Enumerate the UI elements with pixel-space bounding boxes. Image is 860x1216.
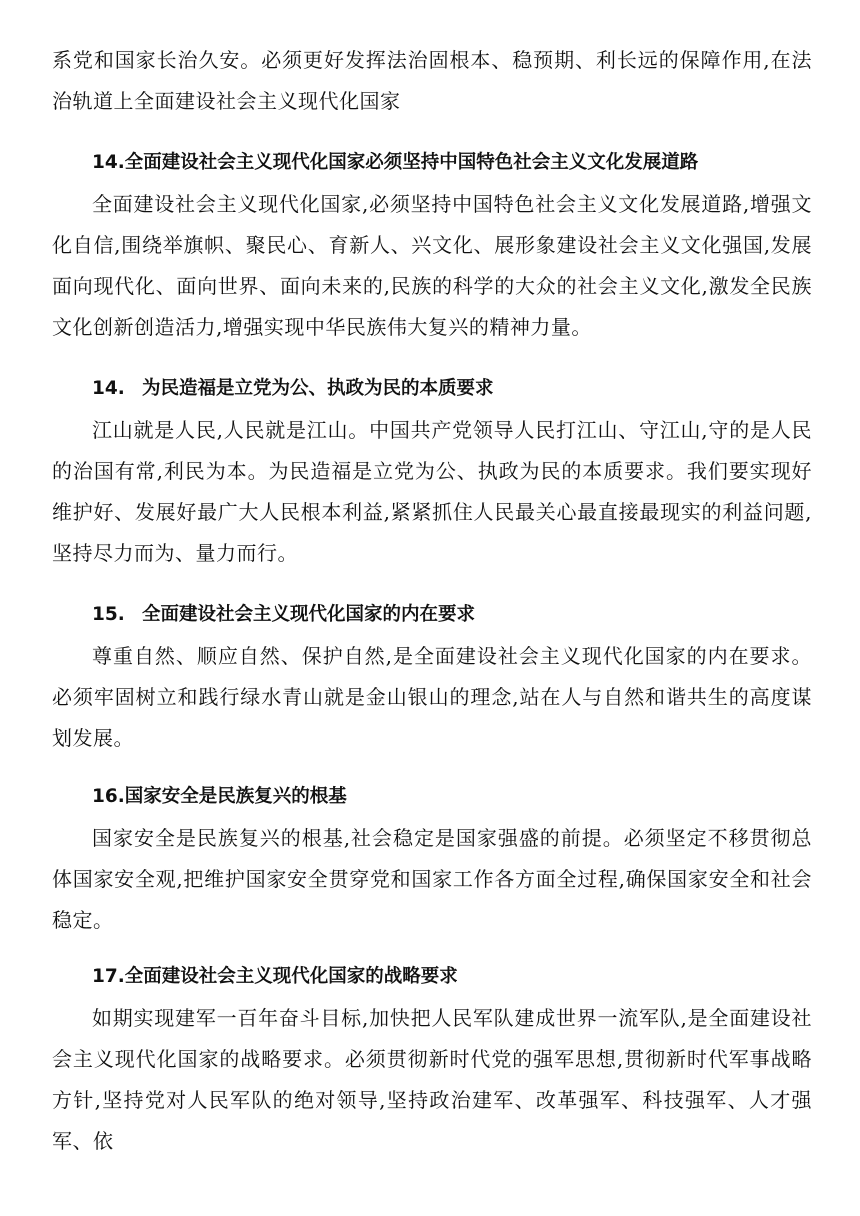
section-body: 国家安全是民族复兴的根基,社会稳定是国家强盛的前提。必须坚定不移贯彻总体国家安全观,把维护国家安全贯穿党和国家工作各方面全过程,确保国家安全和社会稳定。 [52,826,812,932]
section-heading [92,374,812,404]
section-number: 17. [92,966,125,987]
section-14-culture [52,148,812,348]
section-heading [92,962,812,992]
section-title: 全面建设社会主义现代化国家的战略要求 [124,966,458,987]
section-heading [92,600,812,630]
section-heading [92,148,812,178]
section-15-nature [52,600,812,759]
section-title: 全面建设社会主义现代化国家的内在要求 [142,604,476,625]
section-title: 全面建设社会主义现代化国家必须坚持中国特色社会主义文化发展道路 [124,152,699,173]
section-number: 14. [92,152,125,173]
section-number: 14. [92,378,125,399]
section-title: 国家安全是民族复兴的根基 [124,786,347,807]
section-body: 全面建设社会主义现代化国家,必须坚持中国特色社会主义文化发展道路,增强文化自信,围绕举旗帜、聚民心、育新人、兴文化、展形象建设社会主义文化强国,发展面向现代化、面向世界、面向未来的,民族的科学的大众的社会主义文化,激发全民族文化创新创造活力,增强实现中华民族伟大复兴的精神力量。 [52,192,812,339]
section-number: 16. [92,786,125,807]
lead-paragraph: 系党和国家长治久安。必须更好发挥法治固根本、稳预期、利长远的保障作用,在法治轨道上全面建设社会主义现代化国家 [52,48,812,113]
section-title: 为民造福是立党为公、执政为民的本质要求 [142,378,494,399]
section-body: 江山就是人民,人民就是江山。中国共产党领导人民打江山、守江山,守的是人民的治国有常,利民为本。为民造福是立党为公、执政为民的本质要求。我们要实现好维护好、发展好最广大人民根本利益,紧紧抓住人民最关心最直接最现实的利益问题,坚持尽力而为、量力而行。 [52,418,812,565]
section-16-security [52,782,812,941]
section-body: 尊重自然、顺应自然、保护自然,是全面建设社会主义现代化国家的内在要求。必须牢固树立和践行绿水青山就是金山银山的理念,站在人与自然和谐共生的高度谋划发展。 [52,644,812,750]
section-heading [92,782,812,812]
section-body: 如期实现建军一百年奋斗目标,加快把人民军队建成世界一流军队,是全面建设社会主义现代化国家的战略要求。必须贯彻新时代党的强军思想,贯彻新时代军事战略方针,坚持党对人民军队的绝对领导,坚持政治建军、改革强军、科技强军、人才强军、依 [52,1006,812,1153]
section-14-people [52,374,812,574]
section-number: 15. [92,604,125,625]
section-17-military [52,962,812,1162]
